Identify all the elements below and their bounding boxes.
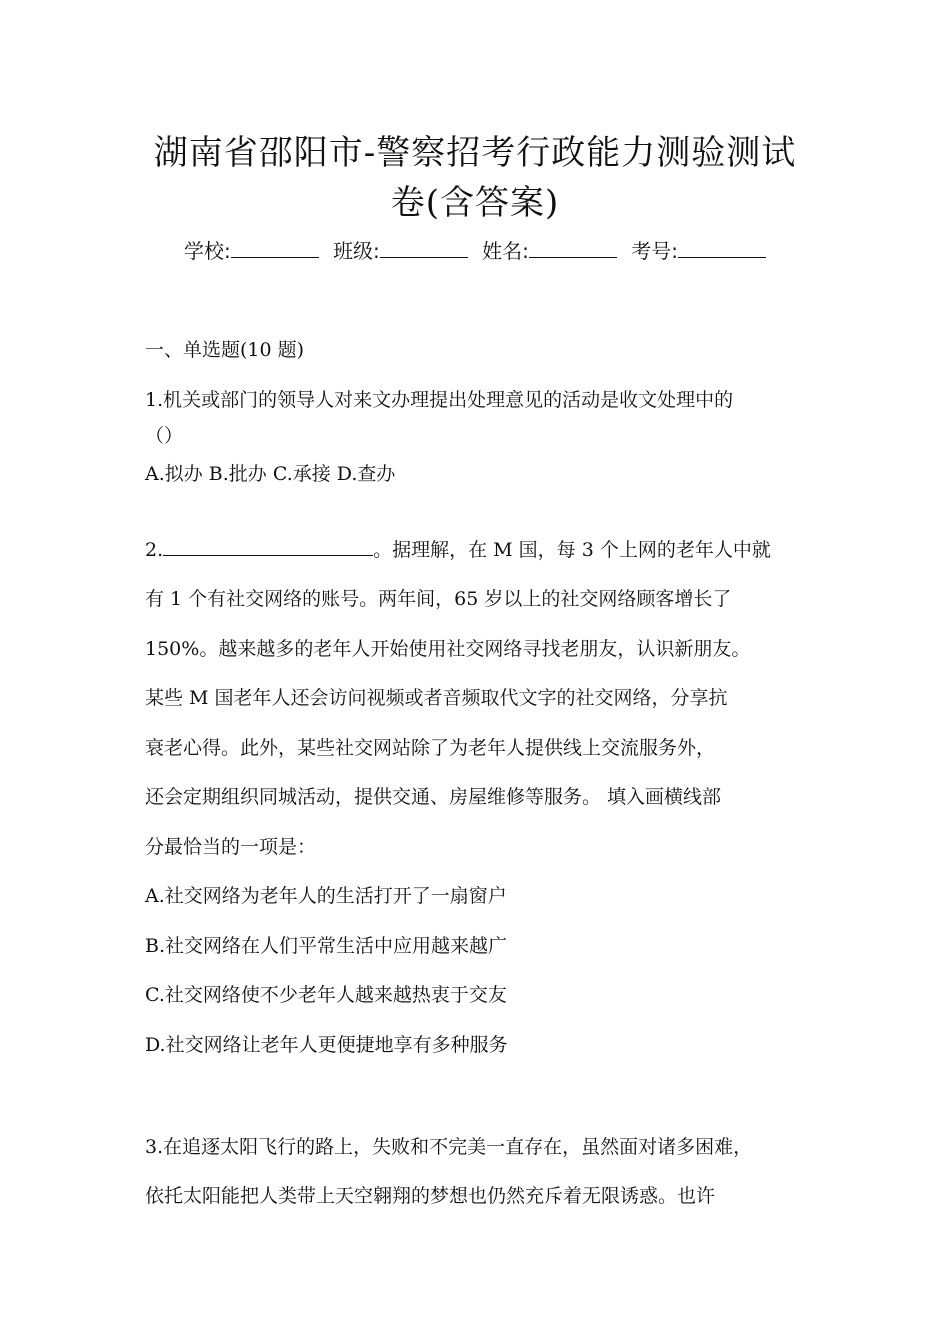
section-heading: 一、单选题(10 题) <box>145 339 305 361</box>
number-blank <box>678 237 766 258</box>
q2-option-c: C.社交网络使不少老年人越来越热衷于交友 <box>145 984 507 1006</box>
q2-stem-line-2: 有 1 个有社交网络的账号。两年间，65 岁以上的社交网络顾客增长了 <box>145 588 732 610</box>
q2-stem-line-1 <box>145 536 771 564</box>
school-blank <box>231 237 319 258</box>
q3-stem-line-1: 3.在追逐太阳飞行的路上，失败和不完美一直存在，虽然面对诸多困难， <box>145 1136 753 1158</box>
q2-option-a: A.社交网络为老年人的生活打开了一扇窗户 <box>145 885 507 907</box>
number-field <box>631 239 766 263</box>
q2-stem-line-3: 150%。越来越多的老年人开始使用社交网络寻找老朋友，认识新朋友。 <box>145 638 751 660</box>
name-label: 姓名: <box>482 239 529 263</box>
q2-answer-blank <box>163 537 373 556</box>
number-label: 考号: <box>631 239 679 263</box>
q2-number: 2. <box>145 539 164 561</box>
name-field <box>482 239 617 263</box>
name-blank <box>529 237 617 258</box>
q2-stem-line-4: 某些 M 国老年人还会访问视频或者音频取代文字的社交网络，分享抗 <box>145 687 728 709</box>
q2-stem-line-7: 分最恰当的一项是： <box>145 836 317 858</box>
q1-stem-line-1: 1.机关或部门的领导人对来文办理提出处理意见的活动是收文处理中的 <box>145 389 734 411</box>
class-label: 班级: <box>333 239 380 263</box>
student-info-line <box>0 236 950 266</box>
q1-options: A.拟办 B.批办 C.承接 D.查办 <box>145 463 396 485</box>
q2-line-1-text: 。据理解，在 M 国，每 3 个上网的老年人中就 <box>373 539 771 561</box>
document-title-line-2: 卷(含答案) <box>390 183 560 223</box>
q3-stem-line-2: 依托太阳能把人类带上天空翱翔的梦想也仍然充斥着无限诱惑。也许 <box>145 1185 716 1207</box>
q2-stem-line-5: 衰老心得。此外，某些社交网站除了为老年人提供线上交流服务外， <box>145 737 716 759</box>
school-label: 学校: <box>183 239 231 263</box>
q2-option-b: B.社交网络在人们平常生活中应用越来越广 <box>145 935 508 957</box>
q2-stem-line-6: 还会定期组织同城活动，提供交通、房屋维修等服务。 填入画横线部 <box>145 786 722 808</box>
document-title-line-1: 湖南省邵阳市-警察招考行政能力测验测试 <box>153 133 797 173</box>
q1-stem-line-2: （） <box>145 425 184 447</box>
school-field <box>184 239 319 263</box>
q2-option-d: D.社交网络让老年人更便捷地享有多种服务 <box>145 1034 508 1056</box>
class-blank <box>380 237 468 258</box>
class-field <box>333 239 468 263</box>
